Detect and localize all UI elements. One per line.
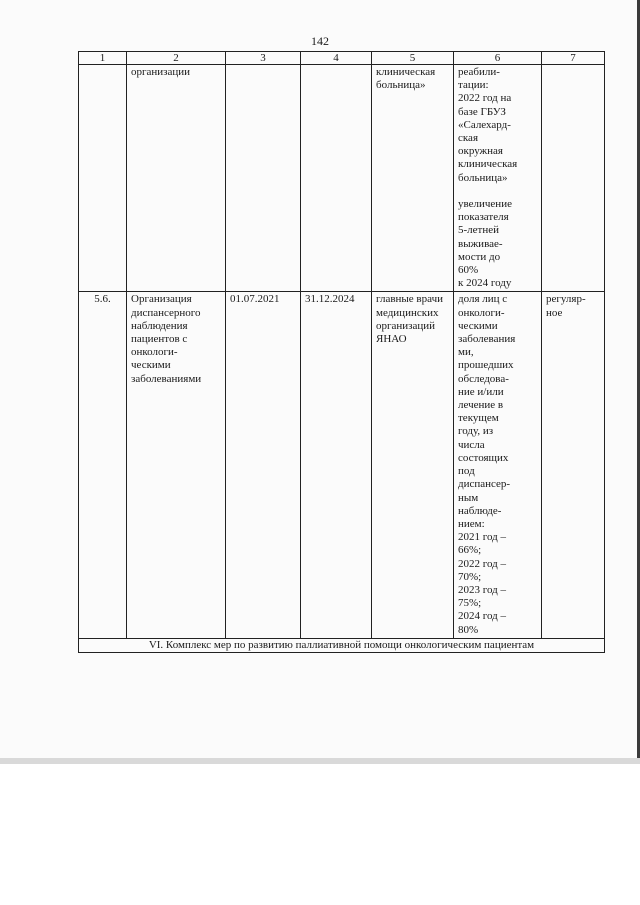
cell-periodicity: регуляр- ное xyxy=(542,292,605,638)
cell-number xyxy=(79,65,127,292)
cell-responsible: клиническая больница» xyxy=(372,65,454,292)
column-header: 5 xyxy=(372,52,454,65)
activities-table xyxy=(78,51,605,653)
column-header: 4 xyxy=(301,52,372,65)
cell-end-date xyxy=(301,65,372,292)
scan-edge xyxy=(0,758,640,764)
column-header: 2 xyxy=(127,52,226,65)
cell-periodicity xyxy=(542,65,605,292)
cell-end-date: 31.12.2024 xyxy=(301,292,372,638)
cell-activity: Организация диспансерного наблюдения пациентов с онкологи- ческими заболеваниями xyxy=(127,292,226,638)
cell-start-date xyxy=(226,65,301,292)
page-number: 142 xyxy=(311,34,329,48)
column-header: 1 xyxy=(79,52,127,65)
cell-start-date: 01.07.2021 xyxy=(226,292,301,638)
cell-activity: организации xyxy=(127,65,226,292)
cell-indicator: доля лиц с онкологи- ческими заболевания ми, прошедших обследова- ние и/или лечение в текущем году, из числа состоящих под диспансер- ным наблюде- нием: 2021 год – 66%; 2022 год – 70%; 2023 год – 75%; 2024 год – 80% xyxy=(454,292,542,638)
cell-indicator: реабили- тации: 2022 год на базе ГБУЗ «Салехард- ская окружная клиническая больница» увеличение показателя 5-летней выживае- мости до 60% к 2024 году xyxy=(454,65,542,292)
cell-number: 5.6. xyxy=(79,292,127,638)
section-header-row xyxy=(79,638,605,652)
column-header: 7 xyxy=(542,52,605,65)
table-row xyxy=(79,292,605,638)
table-header-row xyxy=(79,52,605,65)
column-header: 6 xyxy=(454,52,542,65)
column-header: 3 xyxy=(226,52,301,65)
table-row xyxy=(79,65,605,292)
section-header: VI. Комплекс мер по развитию паллиативной помощи онкологическим пациентам xyxy=(79,638,605,652)
cell-responsible: главные врачи медицинских организаций ЯНАО xyxy=(372,292,454,638)
